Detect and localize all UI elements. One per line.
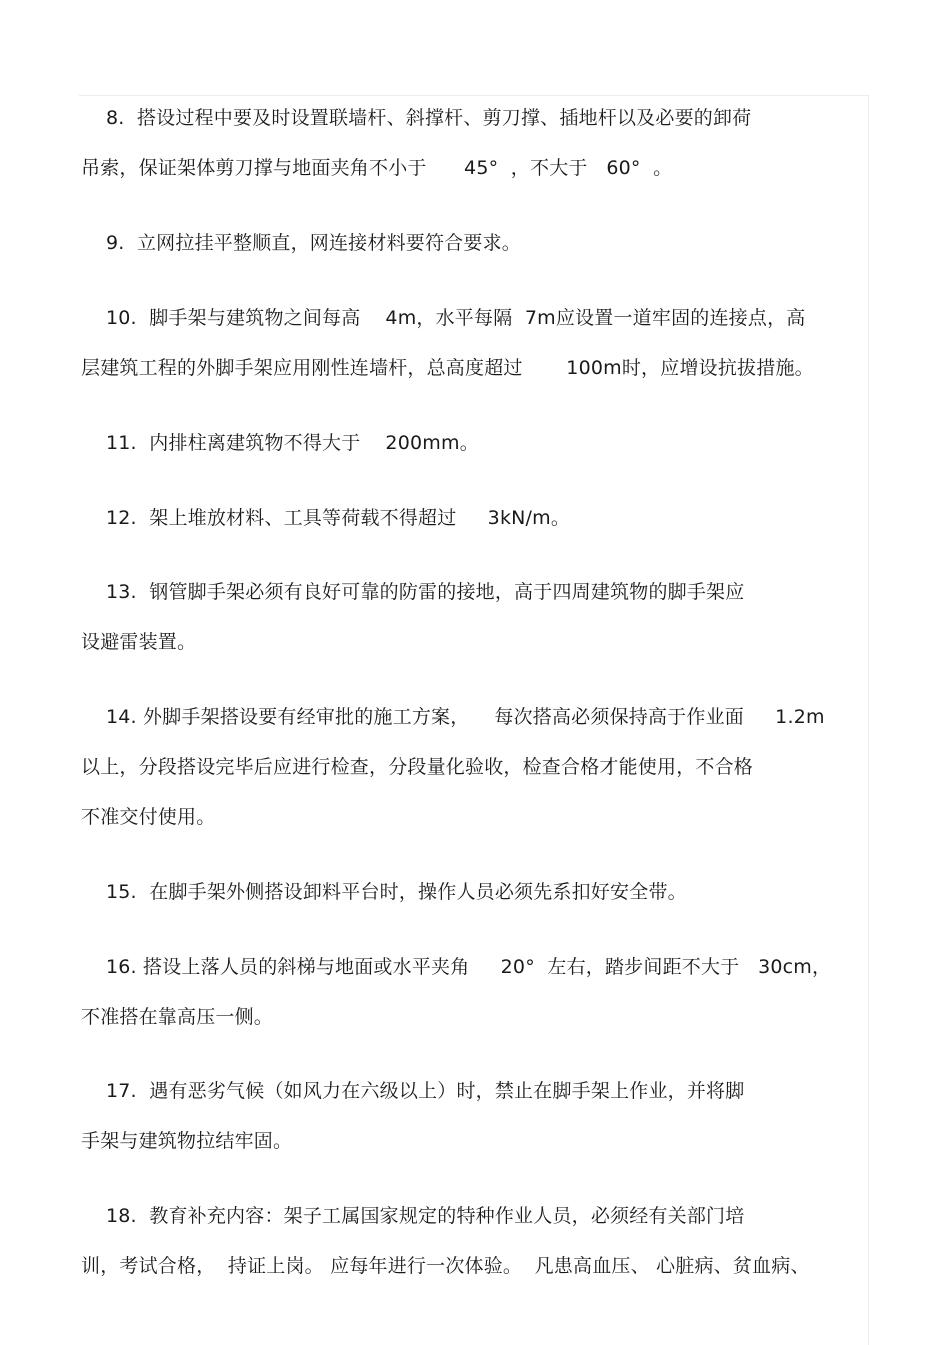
paragraph-14-line-2: 以上，分段搭设完毕后应进行检查，分段量化验收，检查合格才能使用，不合格 <box>81 756 754 778</box>
paragraph-8-line-2: 吊索，保证架体剪刀撑与地面夹角不小于 45° ，不大于 60° 。 <box>81 157 673 179</box>
paragraph-8-line-1: 8. 搭设过程中要及时设置联墙杆、斜撑杆、剪刀撑、插地杆以及必要的卸荷 <box>81 107 752 129</box>
paragraph-13-line-2: 设避雷装置。 <box>81 631 197 653</box>
paragraph-16-line-1: 16. 搭设上落人员的斜梯与地面或水平夹角 20° 左右，踏步间距不大于 30cm， <box>81 956 832 978</box>
paragraph-16-line-2: 不准搭在靠高压一侧。 <box>81 1006 274 1028</box>
paragraph-13-line-1: 13. 钢管脚手架必须有良好可靠的防雷的接地，高于四周建筑物的脚手架应 <box>81 581 745 603</box>
paragraph-17-line-2: 手架与建筑物拉结牢固。 <box>81 1130 293 1152</box>
paragraph-9-line-1: 9. 立网拉挂平整顺直，网连接材料要符合要求。 <box>81 232 521 254</box>
paragraph-14-line-1: 14. 外脚手架搭设要有经审批的施工方案， 每次搭高必须保持高于作业面 1.2m <box>81 706 825 728</box>
paragraph-15-line-1: 15. 在脚手架外侧搭设卸料平台时，操作人员必须先系扣好安全带。 <box>81 881 687 903</box>
paragraph-18-line-1: 18. 教育补充内容：架子工属国家规定的特种作业人员，必须经有关部门培 <box>81 1205 745 1227</box>
paragraph-18-line-2: 训，考试合格， 持证上岗。 应每年进行一次体验。 凡患高血压、 心脏病、贫血病、 <box>81 1255 810 1277</box>
paragraph-11-line-1: 11. 内排柱离建筑物不得大于 200mm。 <box>81 432 479 454</box>
paragraph-17-line-1: 17. 遇有恶劣气候（如风力在六级以上）时，禁止在脚手架上作业，并将脚 <box>81 1080 745 1102</box>
paragraph-10-line-1: 10. 脚手架与建筑物之间每高 4m，水平每隔 7m应设置一道牢固的连接点，高 <box>81 307 806 329</box>
paragraph-10-line-2: 层建筑工程的外脚手架应用刚性连墙杆，总高度超过 100m时，应增设抗拔措施。 <box>81 357 814 379</box>
paragraph-14-line-3: 不准交付使用。 <box>81 806 216 828</box>
paragraph-12-line-1: 12. 架上堆放材料、工具等荷载不得超过 3kN/m。 <box>81 507 571 529</box>
